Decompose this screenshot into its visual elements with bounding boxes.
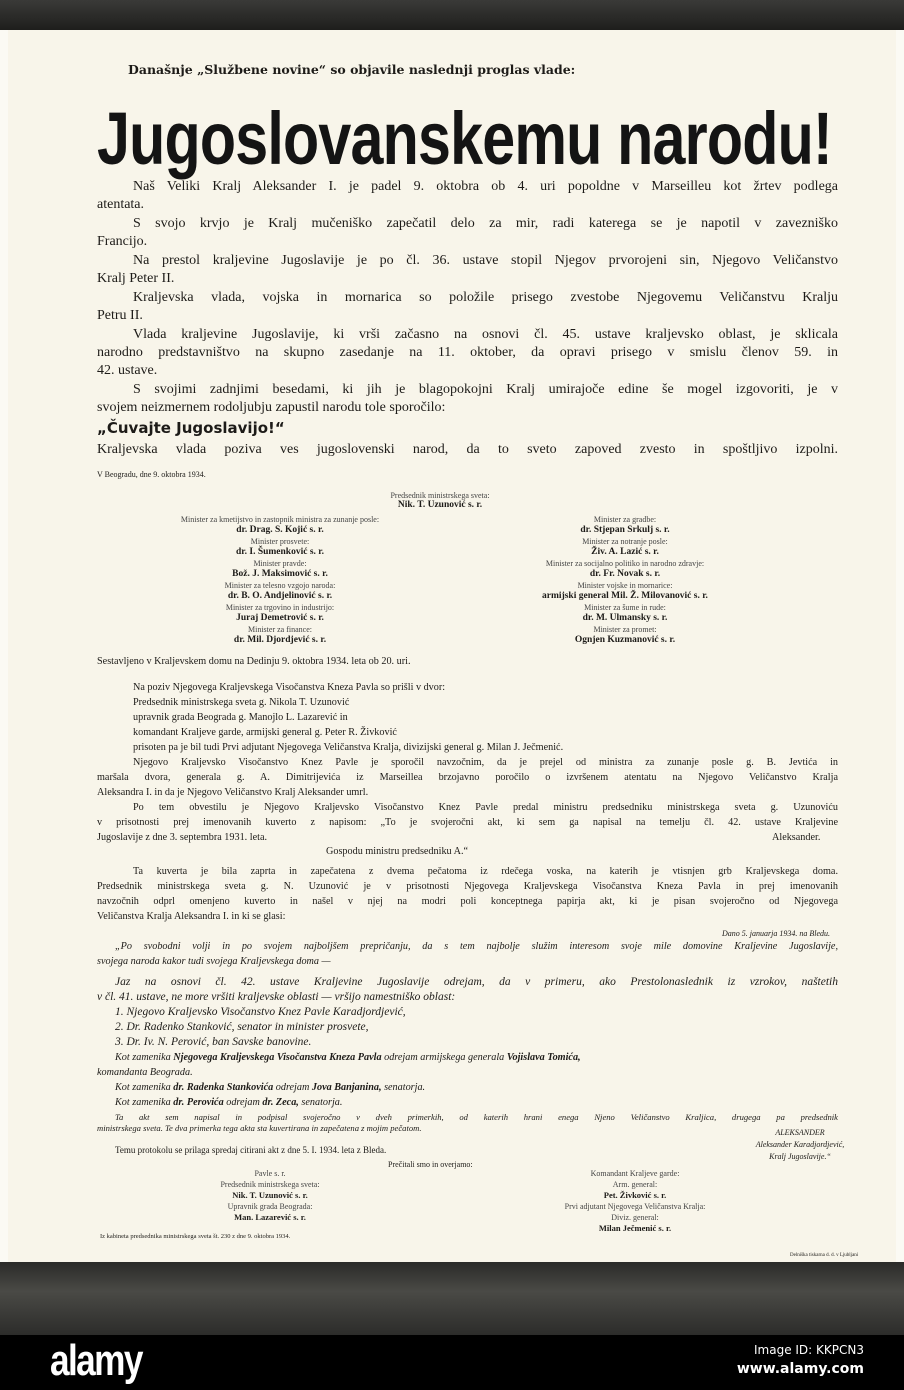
- deputy-line: [115, 1097, 342, 1108]
- scan-top-edge: [0, 0, 904, 30]
- minister-title: Minister za šume in rude:: [584, 603, 666, 612]
- act-line: svojega naroda kakor tudi svojega Kraljevskega doma —: [97, 956, 331, 967]
- protocol-line: Aleksandra I. in da je Njegovo Veličanstvo Kralj Aleksander umrl.: [97, 787, 369, 798]
- minister-name: Nik. T. Uzunović s. r.: [397, 500, 483, 510]
- witness-line: Diviz. general:: [611, 1213, 659, 1222]
- signature-president: [290, 491, 590, 510]
- witness-name: Man. Lazarević s. r.: [234, 1212, 306, 1222]
- text: senatorja.: [298, 1097, 343, 1108]
- king-signature: [720, 1127, 880, 1163]
- protocol-line: Njegovo Kraljevsko Visočanstvo Knez Pavle je sporočil navzočnim, da je prejel od ministra za zunanje posle g. B. Jevtića in: [133, 757, 838, 768]
- text: odrejam: [223, 1097, 263, 1108]
- watermark-url: www.alamy.com: [736, 1361, 864, 1377]
- paragraph-line: 42. ustave.: [97, 363, 158, 378]
- witness-line: Predsednik ministrskega sveta:: [220, 1180, 320, 1189]
- regent-item: 3. Dr. Iv. N. Perović, ban Savske banovine.: [115, 1036, 312, 1048]
- image-id: Image ID: KKPCN3: [754, 1343, 864, 1357]
- regent-item: 1. Njegovo Kraljevsko Visočanstvo Knez Pavle Karadjordjević,: [115, 1006, 406, 1018]
- minister-title: Minister za promet:: [593, 625, 657, 634]
- motto: „Čuvajte Jugoslavijo!“: [97, 419, 285, 437]
- text: Vojislava Tomića,: [506, 1052, 581, 1063]
- minister-title: Minister za trgovino in industrijo:: [225, 603, 335, 612]
- paragraph-line: Petru II.: [97, 308, 143, 323]
- paragraph-line: S svojo krvjo je Kralj mučeniško zapečatil delo za mir, radi katerega se je napotil v zavezniško: [133, 216, 838, 231]
- witness-line: Komandant Kraljeve garde:: [590, 1169, 680, 1178]
- ministers-left-column: [130, 514, 430, 646]
- minister-title: Minister pravde:: [253, 559, 307, 568]
- witness-name: Milan Ječmenić s. r.: [598, 1223, 672, 1233]
- witness-name: Pet. Živković s. r.: [603, 1190, 667, 1200]
- minister-name: dr. Mil. Djordjević s. r.: [233, 635, 327, 645]
- act-line: „Po svobodni volji in po svojem najboljšem prepričanju, da s tem najbolje služim interesom svoje mile domovine Kraljevine Jugoslavije,: [115, 941, 838, 952]
- text: Kot zamenika: [115, 1082, 174, 1093]
- witness-line: Arm. general:: [612, 1180, 658, 1189]
- text: odrejam armijskega generala: [381, 1052, 507, 1063]
- text: Kot zamenika: [115, 1097, 174, 1108]
- text: Kot zamenika: [115, 1052, 174, 1063]
- place-date: V Beogradu, dne 9. oktobra 1934.: [97, 470, 206, 479]
- deputy-line: [115, 1082, 425, 1093]
- signature-line: ALEKSANDER: [775, 1128, 825, 1137]
- act-decree-line: Jaz na osnovi čl. 42. ustave Kraljevine Jugoslavije odrejam, da v primeru, ako Prestolonaslednik iz vzrokov, naštetih: [115, 976, 838, 988]
- paragraph-line: Kraljevska vlada, vojska in mornarica so položile prisego zvestobe Njegovemu Veličanstvu Kralju: [133, 290, 838, 305]
- scan-bottom-edge: [0, 1262, 904, 1335]
- protocol-line: Veličanstva Kralja Aleksandra I. in ki se glasi:: [97, 911, 286, 922]
- witness-line: Upravnik grada Beograda:: [227, 1202, 313, 1211]
- minister-title: Minister za socijalno politiko in narodno zdravje:: [545, 559, 705, 568]
- minister-title: Minister za telesno vzgojo naroda:: [224, 581, 336, 590]
- protocol-heading: Sestavljeno v Kraljevskem domu na Dedinju 9. oktobra 1934. leta ob 20. uri.: [97, 656, 411, 667]
- act-closing-line: ministrskega sveta. Te dva primerka tega akta sta kuvertirana in zapečatena z mojim pečatom.: [97, 1123, 422, 1133]
- paragraph-line: svojem neizmernem rodoljubju zapustil narodu tole sporočilo:: [97, 400, 446, 415]
- minister-name: dr. Fr. Novak s. r.: [589, 569, 661, 579]
- minister-name: dr. I. Šumenković s. r.: [236, 547, 324, 557]
- printer-imprint: Delniška tiskarna d. d. v Ljubljani: [790, 1253, 859, 1258]
- text: dr. Radenka Stankovića: [173, 1082, 274, 1093]
- witnesses-right: [520, 1168, 750, 1234]
- poster-title: Jugoslovanskemu narodu!: [97, 97, 832, 180]
- protocol-line: v prisotnosti prej imenovanih kuverto z napisom: „To je svojeročni akt, ki sem ga napisal na temelju čl. 42. ustave Kraljevine: [97, 817, 838, 828]
- minister-name: dr. Stjepan Srkulj s. r.: [580, 525, 670, 535]
- minister-name: Ognjen Kuzmanović s. r.: [574, 635, 676, 645]
- protocol-line: Predsednik ministrskega sveta g. Nikola T. Uzunović: [133, 697, 350, 708]
- envelope-signature: Aleksander.: [772, 832, 821, 843]
- ministers-right-column: [460, 514, 790, 646]
- envelope-address: Gospodu ministru predsedniku A.“: [326, 846, 469, 857]
- text: Jova Banjanina,: [311, 1082, 382, 1093]
- protocol-line: Po tem obvestilu je Njegovo Kraljevsko Visočanstvo Knez Pavle predal ministru predsedniku ministrskega sveta g. Uzunoviću: [133, 802, 838, 813]
- minister-name: dr. B. O. Andjelinović s. r.: [227, 591, 333, 601]
- protocol-line: Na poziv Njegovega Kraljevskega Visočanstva Kneza Pavla so prišli v dvor:: [133, 682, 446, 693]
- text: dr. Zeca,: [262, 1097, 299, 1108]
- protocol-line: Predsednik ministrskega sveta g. N. Uzunović je v prisotnosti Njegovega Kraljevskega Visočanstva Kneza Pavla in prej imenovanih: [97, 881, 838, 892]
- act-date: Dano 5. januarja 1934. na Bledu.: [722, 929, 830, 938]
- paragraph-line: Na prestol kraljevine Jugoslavije je po čl. 36. ustave stopil Njegov prvorojeni sin, Njegovo Veličanstvo: [133, 253, 838, 268]
- verified-note: Prečitali smo in overjamo:: [388, 1160, 473, 1169]
- attachment-note: Temu protokolu se prilaga spredaj citirani akt z dne 5. I. 1934. leta z Bleda.: [115, 1145, 387, 1155]
- minister-title: Minister za kmetijstvo in zastopnik ministra za zunanje posle:: [180, 515, 380, 524]
- minister-name: Bož. J. Maksimović s. r.: [232, 569, 328, 579]
- act-closing-line: Ta akt sem napisal in podpisal svojeročno v dveh primerkih, od katerih hrani enega Njeno Veličanstvo Kraljica, drugega pa predsednik: [115, 1112, 838, 1122]
- paragraph-line: Naš Veliki Kralj Aleksander I. je padel 9. oktobra ob 4. uri popoldne v Marseilleu kot žrtev podlega: [133, 179, 838, 194]
- minister-name: armijski general Mil. Ž. Milovanović s. r.: [542, 591, 708, 601]
- paragraph-line: Francijo.: [97, 234, 148, 249]
- minister-title: Minister vojske in mornarice:: [577, 581, 673, 590]
- paragraph-line: Kraljevska vlada poziva ves jugoslovenski narod, da to sveto zapoved zvesto in spoštljivo izpolni.: [97, 442, 838, 457]
- protocol-line: upravnik grada Beograda g. Manojlo L. Lazarević in: [133, 712, 348, 723]
- minister-title: Minister za gradbe:: [593, 515, 657, 524]
- text: odrejam: [273, 1082, 312, 1093]
- minister-name: Živ. A. Lazić s. r.: [591, 547, 659, 557]
- protocol-line: Ta kuverta je bila zaprta in zapečatena z dvema pečatoma iz rdečega voska, na katerih je vtisnjen grb Kraljevskega doma.: [133, 866, 838, 877]
- protocol-line: navzočnih odprl omenjeno kuverto in našel v njej na modri poli konceptnega papirja akt, ki je pisan svojeročno od Njegovega: [97, 896, 838, 907]
- signature-line: Kralj Jugoslavije.“: [769, 1152, 831, 1161]
- text: dr. Perovića: [173, 1097, 224, 1108]
- paragraph-line: narodno predstavništvo na skupno zasedanje na 11. oktober, da opravi prisego v smislu členov 59. in: [97, 345, 838, 360]
- minister-title: Predsednik ministrskega sveta:: [390, 491, 490, 500]
- paragraph-line: Kralj Peter II.: [97, 271, 175, 286]
- paragraph-line: atentata.: [97, 197, 145, 212]
- text: Njegovega Kraljevskega Visočanstva Kneza Pavla: [173, 1052, 382, 1063]
- witness-line: Pavle s. r.: [254, 1169, 286, 1178]
- act-decree-line: v čl. 41. ustave, ne more vršiti kraljevske oblasti — vršijo namestniško oblast:: [97, 991, 456, 1003]
- minister-name: Juraj Demetrović s. r.: [236, 613, 324, 623]
- protocol-line: komandant Kraljeve garde, armijski general g. Peter R. Živković: [133, 727, 397, 738]
- cabinet-note: Iz kabineta predsednika ministrskega sveta št. 230 z dne 9. oktobra 1934.: [100, 1233, 291, 1240]
- paragraph-line: Vlada kraljevine Jugoslavije, ki vrši začasno na osnovi čl. 45. ustave kraljevsko oblast, je sklicala: [133, 327, 838, 342]
- paragraph-line: S svojimi zadnjimi besedami, ki jih je blagopokojni Kralj umirajoče edine še mogel izgovoriti, je v: [133, 382, 838, 397]
- minister-title: Minister za notranje posle:: [582, 537, 668, 546]
- minister-title: Minister za finance:: [248, 625, 312, 634]
- signature-line: Aleksander Karadjordjević,: [755, 1140, 845, 1149]
- alamy-logo: alamy: [50, 1336, 142, 1385]
- minister-name: dr. M. Ulmansky s. r.: [582, 613, 668, 623]
- witnesses-left: [170, 1168, 370, 1223]
- text: senatorja.: [381, 1082, 426, 1093]
- protocol-line: maršala dvora, generala g. A. Dimitrijevića iz Marseillea brzojavno poročilo o izvršenem atentatu na Njegovo Veličanstvo Kralja: [97, 772, 838, 783]
- minister-name: dr. Drag. S. Kojić s. r.: [236, 525, 324, 535]
- deputy-line: komandanta Beograda.: [97, 1067, 193, 1078]
- regent-item: 2. Dr. Radenko Stanković, senator in minister prosvete,: [115, 1021, 369, 1033]
- witness-name: Nik. T. Uzunović s. r.: [232, 1190, 308, 1200]
- deputy-line: [115, 1052, 581, 1063]
- witness-line: Prvi adjutant Njegovega Veličanstva Kralja:: [564, 1202, 706, 1211]
- protocol-line: prisoten pa je bil tudi Prvi adjutant Njegovega Veličanstva Kralja, divizijski general g. Milan J. Ječmenić.: [133, 742, 564, 753]
- minister-title: Minister prosvete:: [250, 537, 310, 546]
- intro-line: Današnje „Službene novine“ so objavile naslednji proglas vlade:: [128, 62, 576, 77]
- protocol-line: Jugoslavije z dne 3. septembra 1931. leta.: [97, 832, 268, 843]
